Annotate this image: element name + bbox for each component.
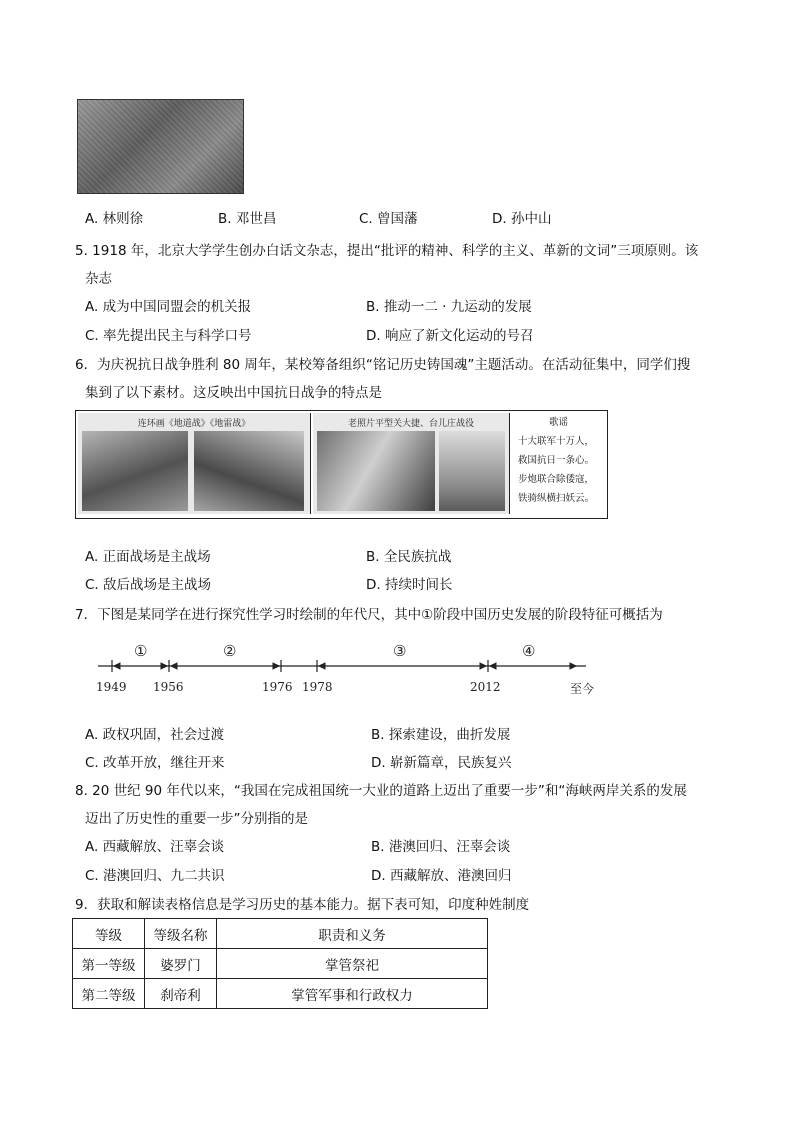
q8-option-b[interactable]: B. 港澳回归、汪辜会谈: [371, 839, 511, 855]
stage-4-label: ④: [522, 642, 536, 660]
q5-stem-line2: 杂志: [85, 271, 112, 287]
table-cell: 第二等级: [73, 979, 145, 1009]
table-row: [73, 949, 488, 979]
table-cell: 婆罗门: [145, 949, 217, 979]
caste-table: [72, 918, 488, 1009]
table-header-cell: 等级名称: [145, 919, 217, 949]
arrow-head: [570, 663, 576, 669]
arrow-head: [171, 663, 177, 669]
arrow-head: [490, 663, 496, 669]
q7-option-c[interactable]: C. 改革开放，继往开来: [85, 755, 225, 771]
q6-option-a[interactable]: A. 正面战场是主战场: [85, 549, 211, 565]
q7-option-a[interactable]: A. 政权巩固，社会过渡: [85, 727, 225, 743]
q6-song-line: 十大联军十万人，: [518, 436, 595, 447]
q8-option-d[interactable]: D. 西藏解放、港澳回归: [371, 868, 512, 884]
battle-photo-taierzhuang: [439, 431, 505, 511]
q4-option-a[interactable]: A. 林则徐: [85, 211, 144, 227]
arrow-head: [319, 663, 325, 669]
table-row: [73, 979, 488, 1009]
q4-historical-photo: [77, 99, 244, 194]
q6-material-strip: [75, 410, 608, 519]
q6-panel-photos: [313, 413, 510, 514]
q6-option-d[interactable]: D. 持续时间长: [366, 577, 453, 593]
table-cell: 第一等级: [73, 949, 145, 979]
q5-option-b[interactable]: B. 推动一二 · 九运动的发展: [366, 299, 532, 315]
table-cell: 掌管军事和行政权力: [217, 979, 488, 1009]
q6-song-line: 铁骑纵横扫妖云。: [518, 493, 595, 504]
q5-option-d[interactable]: D. 响应了新文化运动的号召: [366, 328, 534, 344]
arrow-head: [114, 663, 120, 669]
q6-option-b[interactable]: B. 全民族抗战: [366, 549, 452, 565]
q6-option-c[interactable]: C. 敌后战场是主战场: [85, 577, 212, 593]
q4-option-c[interactable]: C. 曾国藩: [359, 211, 418, 227]
stage-3-label: ③: [393, 642, 407, 660]
q6-song-title: 歌谣: [548, 417, 568, 428]
q6-song-line: 救国抗日一条心。: [518, 455, 595, 466]
q6-panel1-caption: 连环画《地道战》《地雷战》: [137, 419, 251, 429]
table-header-row: [73, 919, 488, 949]
arrow-head: [480, 663, 486, 669]
q7-stem-line1: 7．下图是某同学在进行探究性学习时绘制的年代尺，其中①阶段中国历史发展的阶段特征可概括为: [75, 607, 663, 623]
table-cell: 掌管祭祀: [217, 949, 488, 979]
q6-stem-line2: 集到了以下素材。这反映出中国抗日战争的特点是: [85, 385, 382, 401]
year-2012: 2012: [470, 680, 501, 694]
table-cell: 刹帝利: [145, 979, 217, 1009]
q5-option-a[interactable]: A. 成为中国同盟会的机关报: [85, 299, 252, 315]
table-header-cell: 等级: [73, 919, 145, 949]
q8-option-c[interactable]: C. 港澳回归、九二共识: [85, 868, 225, 884]
year-present: 至今: [570, 682, 595, 696]
q7-option-d[interactable]: D. 崭新篇章，民族复兴: [371, 755, 512, 771]
q8-stem-line2: 迈出了历史性的重要一步”分别指的是: [85, 811, 308, 827]
year-1978: 1978: [302, 680, 333, 694]
year-1976: 1976: [262, 680, 293, 694]
stage-1-label: ①: [134, 642, 148, 660]
q4-option-b[interactable]: B. 邓世昌: [218, 211, 277, 227]
battle-photo-pingxingguan: [317, 431, 435, 511]
arrow-head: [273, 663, 279, 669]
q5-option-c[interactable]: C. 率先提出民主与科学口号: [85, 328, 252, 344]
arrow-head: [161, 663, 167, 669]
comic-image-mine-war: [194, 431, 304, 511]
q4-option-d[interactable]: D. 孙中山: [492, 211, 552, 227]
year-1949: 1949: [96, 680, 127, 694]
stage-2-label: ②: [223, 642, 237, 660]
q6-panel-comics: [78, 413, 311, 514]
q6-panel-folk-song: [512, 413, 605, 514]
q8-stem-line1: 8. 20 世纪 90 年代以来，“我国在完成祖国统一大业的道路上迈出了重要一步”和“海峡两岸关系的发展: [75, 783, 687, 799]
q5-stem-line1: 5. 1918 年，北京大学学生创办白话文杂志，提出“批评的精神、科学的主义、革新的文词”三项原则。该: [75, 243, 699, 259]
q6-song-line: 步炮联合除倭寇，: [518, 474, 595, 485]
year-1956: 1956: [153, 680, 184, 694]
q6-panel2-caption: 老照片平型关大捷、台儿庄战役: [347, 419, 474, 429]
q9-stem-line1: 9．获取和解读表格信息是学习历史的基本能力。据下表可知，印度种姓制度: [75, 897, 530, 913]
q8-option-a[interactable]: A. 西藏解放、汪辜会谈: [85, 839, 225, 855]
table-header-cell: 职责和义务: [217, 919, 488, 949]
q7-option-b[interactable]: B. 探索建设，曲折发展: [371, 727, 511, 743]
comic-image-tunnel-war: [82, 431, 188, 511]
q6-stem-line1: 6．为庆祝抗日战争胜利 80 周年，某校筹备组织“铭记历史铸国魂”主题活动。在活动征集中，同学们搜: [75, 357, 691, 373]
